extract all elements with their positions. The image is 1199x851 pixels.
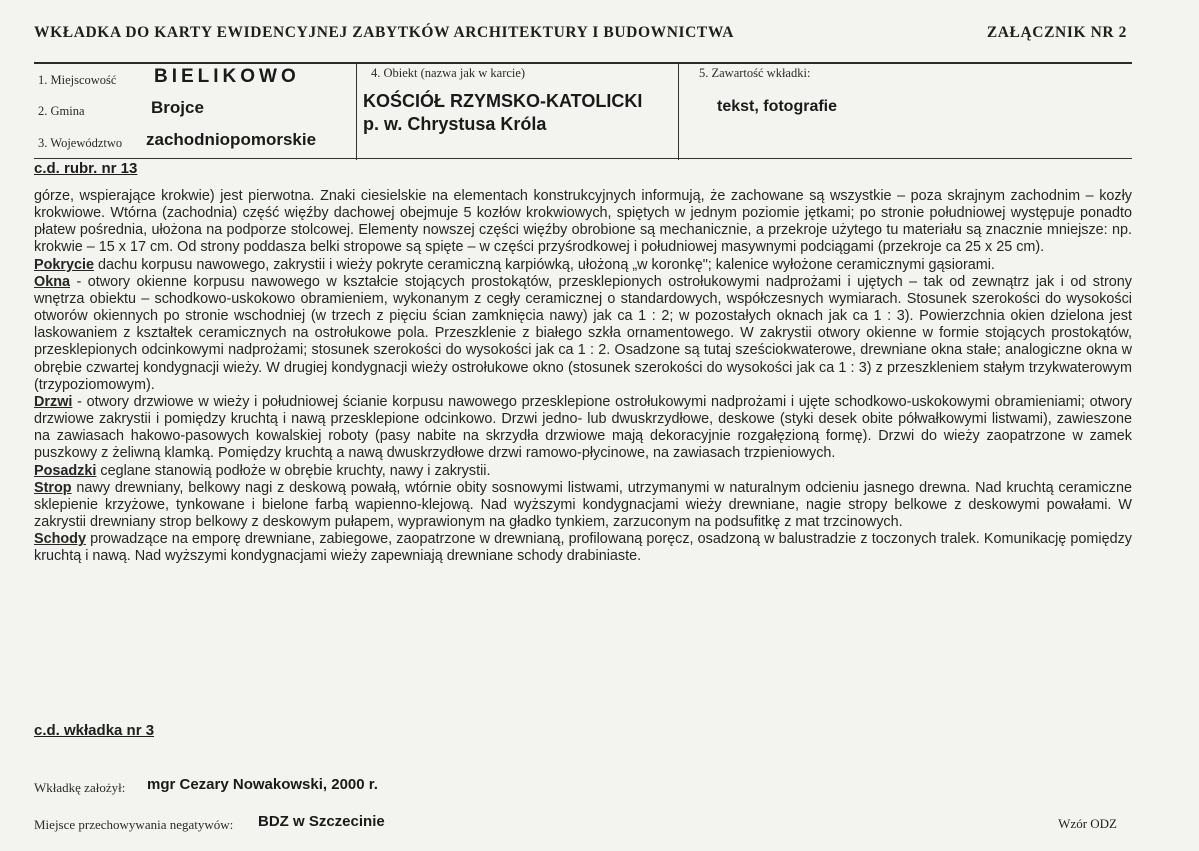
contents-label: 5. Zawartość wkładki: (699, 66, 811, 80)
paragraph-floors (34, 463, 1132, 480)
negative-storage-label: Miejsce przechowywania negatywów: (34, 817, 234, 832)
location-column (34, 64, 356, 160)
continuation-from-heading: c.d. rubr. nr 13 (34, 160, 138, 177)
paragraph-stairs (34, 531, 1132, 565)
commune-value: Brojce (151, 98, 204, 117)
province-label: 3. Województwo (38, 136, 123, 150)
form-reference: Wzór ODZ (1058, 816, 1117, 831)
province-value: zachodniopomorskie (146, 130, 317, 149)
paragraph-text: ceglane stanowią podłoże w obrębie kruchty, nawy i zakrystii. (96, 462, 491, 479)
author-value: mgr Cezary Nowakowski, 2000 r. (147, 776, 378, 793)
author-label: Wkładkę założył: (34, 780, 126, 795)
locality-value: BIELIKOWO (154, 66, 300, 87)
description-body (34, 188, 1132, 565)
header-fields-table (34, 62, 1132, 158)
annex-number: ZAŁĄCZNIK NR 2 (986, 24, 1127, 41)
paragraph-heading: Drzwi (34, 393, 73, 410)
object-label: 4. Obiekt (nazwa jak w karcie) (371, 66, 526, 80)
paragraph-heading: Schody (34, 531, 86, 548)
paragraph-text: prowadzące na emporę drewniane, zabiegowe, zaopatrzone w drewnianą, profilowaną poręcz, osadzoną w balustradzie z toczonych tralek. Komunikację pomiędzy kruchtą i nawą. Nad wyższymi kondygnacjami wieży zapewniają drewniane schody drabiniaste. (34, 531, 1132, 565)
paragraph-heading: Posadzki (34, 462, 97, 479)
negative-storage-value: BDZ w Szczecinie (258, 813, 385, 830)
paragraph-roof-truss (34, 188, 1132, 257)
continuation-to-heading: c.d. wkładka nr 3 (34, 722, 155, 739)
commune-label: 2. Gmina (38, 104, 85, 118)
paragraph-text: nawy drewniany, belkowy nagi z deskową powałą, wtórnie obity sosnowymi listwami, utrzymanymi w naturalnym odcieniu jasnego drewna. Nad kruchtą ceramiczne sklepienie krzyżowe, tynkowane i bielone farbą wapienno-klejową. Nad wyższymi kondygnacjami wieży drewniane, nagie stropy belkowe z deskowymi powałami. W zakrystii drewniany strop belkowy z deskowym pułapem, wyprawionym na gładko tynkiem, zarzuconym na podsufitkę z mat trzcinowych. (34, 479, 1132, 530)
contents-value: tekst, fotografie (717, 98, 838, 115)
contents-column (679, 64, 1132, 160)
object-column (356, 64, 679, 160)
paragraph-ceiling (34, 480, 1132, 531)
paragraph-text: - otwory drzwiowe w wieży i południowej ścianie korpusu nawowego przesklepione ostrołukowymi nadprożami i ujęte schodkowo-uskokowymi obramieniami; otwory drzwiowe zakrystii i pomiędzy kruchtą i nawą przesklepione odcinkowo. Drzwi jedno- lub dwuskrzydłowe, deskowe (styki desek obite półwałkowymi listwami), zawieszone na zawiasach hakowo-pasowych kowalskiej roboty (pasy nabite na skrzydła drzwiowe mają dekoracyjnie rozgałęzioną formę). Drzwi do wieży zaopatrzone w zamek puszkowy z żeliwną klamką. Pomiędzy kruchtą a nawą dwuskrzydłowe drzwi ramowo-płycinowe, na zawiasach trzpieniowych. (34, 393, 1132, 462)
header-divider (34, 158, 1132, 159)
locality-label: 1. Miejscowość (38, 73, 117, 87)
paragraph-heading: Okna (34, 273, 70, 290)
paragraph-heading: Strop (34, 479, 72, 496)
object-name-line1: KOŚCIÓŁ RZYMSKO-KATOLICKI (363, 91, 643, 111)
paragraph-windows (34, 274, 1132, 394)
paragraph-roofing (34, 257, 1132, 274)
paragraph-text: dachu korpusu nawowego, zakrystii i wieży pokryte ceramiczną karpiówką, ułożoną „w koronkę"; kalenice wyłożone ceramicznymi gąsiorami. (94, 256, 995, 273)
document-title: WKŁADKA DO KARTY EWIDENCYJNEJ ZABYTKÓW ARCHITEKTURY I BUDOWNICTWA (34, 24, 735, 41)
paragraph-heading: Pokrycie (34, 256, 95, 273)
paragraph-text: górze, wspierające krokwie) jest pierwotna. Znaki ciesielskie na elementach konstrukcyjnych informują, że zachowane są wszystkie – poza skrajnym zachodnim – kozły krokwiowe. Wtórna (zachodnia) część więźby dachowej obejmuje 5 kozłów krokwiowych, spiętych w jednym poziomie jętkami; po stronie południowej występuje ponadto płatew pośrednia, ułożona na podporze stolcowej. Elementy nowszej części więźby obrobione są mechanicznie, a przekroje użytego tu materiału są znacznie mniejsze: np. krokwie – 15 x 17 cm. Od strony poddasza belki stropowe są spięte – w części przyśrodkowej i południowej masywnymi podciągami (przekroje ca 25 x 25 cm). (34, 188, 1132, 256)
paragraph-doors (34, 394, 1132, 463)
paragraph-text: - otwory okienne korpusu nawowego w kształcie stojących prostokątów, przesklepionych ostrołukowymi nadprożami i ujętych – tak od zewnątrz jak i od strony wnętrza obiektu – schodkowo-uskokowo obramieniem, wykonanym z cegły ceramicznej o standardowych, współczesnych wymiarach. Stosunek szerokości do wysokości otworów okiennych po stronie wschodniej (w trzech z pięciu ścian zamknięcia nawy) jak ca 1 : 2; w pozostałych oknach jak ca 1 : 3). Powierzchnia okien dzielona jest laskowaniem z kształtek ceramicznych na ostrołukowe pola. Przeszklenie z białego szkła ornamentowego. W zakrystii otwory okienne w formie stojących prostokątów, przesklepionych odcinkowymi nadprożami; stosunek szerokości do wysokości jak ca 1 : 2. Osadzone są tutaj sześciokwaterowe, drewniane okna stałe; analogiczne okna w obrębie czwartej kondygnacji wieży. W drugiej kondygnacji wieży ostrołukowe okno (stosunek szerokości do wysokości jak ca 1 : 3) z przeszkleniem stałym trzykwaterowym (trzypoziomowym). (34, 273, 1132, 393)
object-name-line2: p. w. Chrystusa Króla (363, 114, 547, 134)
